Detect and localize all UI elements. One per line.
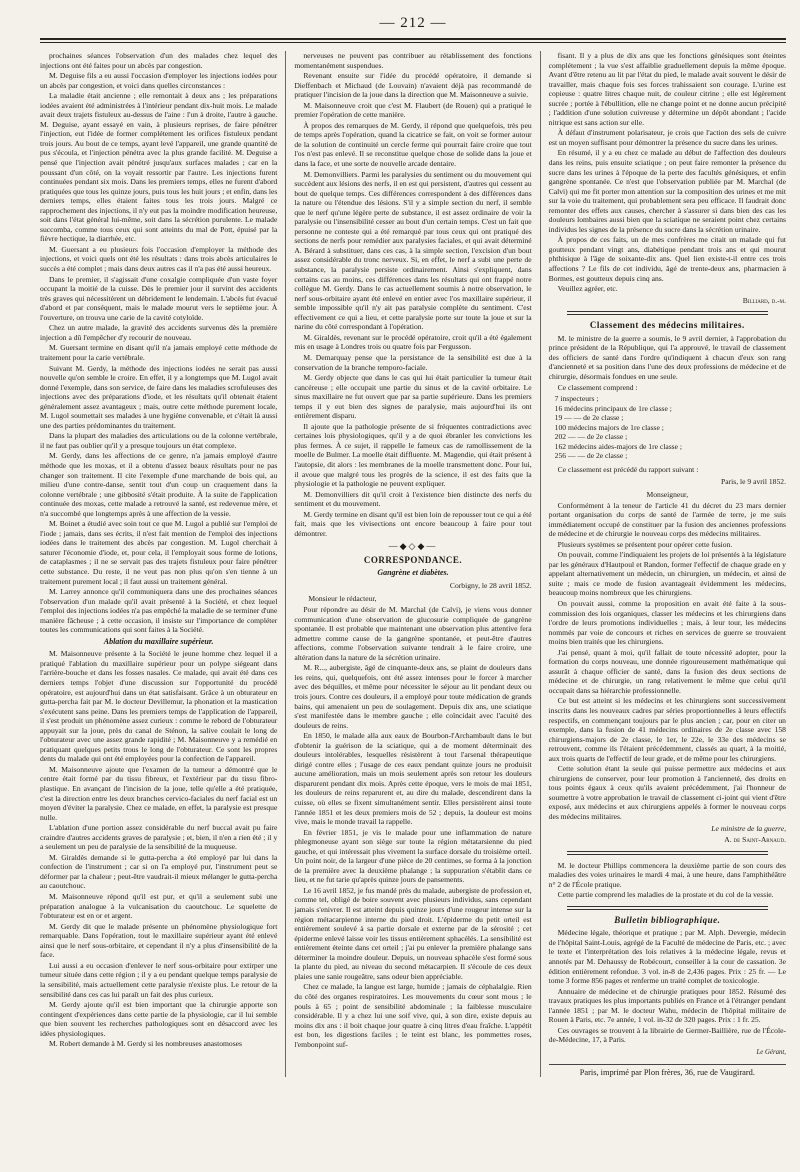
paragraph: M. Guersant termine en disant qu'il n'a jamais employé cette méthode de traitement pour la carie vertébrale. — [40, 343, 278, 362]
col1-paragraphs — [40, 51, 277, 635]
section-title-maxillaire: Ablation du maxillaire supérieur. — [103, 636, 214, 646]
paragraph: Médecine légale, théorique et pratique ; par M. Alph. Devergie, médecin de l'hôpital Saint-Louis, agrégé de la Faculté de médecine de Paris, etc. ; avec le texte et l'interprétation des lois relatives à la médecine légale, revus et annotés par M. Dehaussy de Robécourt, conseiller à la cour de cassation. 3e édition entièrement refondue. 3 vol. in-8 de 2,436 pages. Prix : 25 fr. — Le tome 3 forme 856 pages et renferme un traité complet de toxicologie. — [548, 928, 786, 986]
column-1 — [40, 51, 277, 1077]
paragraph: M. Giraldès, revenant sur le procédé opératoire, croit qu'il a été également mis en usage à Londres trois ou quatre fois par Fergusson. — [294, 332, 532, 352]
paragraph: Veuillez agréer, etc. — [557, 284, 618, 294]
paragraph: Le 16 avril 1852, je fus mandé près du malade, aubergiste de profession et, comme tel, obligé de boire souvent avec plusieurs individus, sans cependant jamais s'enivrer. Il est atteint depuis quinze jours d'une rougeur intense sur la région métacarpienne interne du pied droit. L'épiderme du petit orteil est entièrement soulevé à sa partie dorsale et externe par de la sérosité ; cet épiderme enlevé laisse voir les tissus entièrement sphacélés. La sensibilité est entièrement éteinte dans cet orteil ; j'ai pu enlever la première phalange sans déterminer la moindre douleur. Depuis, un nouveau sphacèle s'est formé sous la plante du pied, au niveau du second métacarpien. Il s'écoule de ces deux plaies une sanie rougeâtre, sans odeur bien appréciable. — [294, 885, 532, 981]
paragraph: À défaut d'instrument polarisateur, je crois que l'action des sels de cuivre est un moyen suffisant pour démontrer la présence du sucre dans les urines. — [548, 128, 786, 147]
paragraph: M. Gerdy, dans les affections de ce genre, n'a jamais employé d'autre méthode que les moxas, et il a obtenu d'assez beaux résultats pour ne pas changer son traitement. Il cite l'exemple d'une marchande de bois qui, au milieu d'une contre-danse, sentit tout d'un coup un craquement dans la colonne vertébrale ; une gibbosité s'était produite. À la suite de l'application continuée des moxas, cette malade a retrouvé la santé, est redevenue mère, et n'a succombé que longtemps après à une affection de la vessie. — [40, 451, 278, 518]
paragraph: M. Gerdy objecte que dans le cas qui lui était particulier la tumeur était cancéreuse ; elle occupait une partie du sinus et de la cavité orbitaire. Le sinus maxillaire ne fut ouvert que par sa partie supérieure. Dans les premiers temps il y eut bien des signes de paralysie, mais aujourd'hui ils ont entièrement disparu. — [294, 373, 532, 421]
list-item: 16 médecins principaux de 1re classe ; — [554, 403, 672, 413]
paragraph: Pour répondre au désir de M. Marchal (de Calvi), je viens vous donner communication d'une observation de glucosurie compliquée de gangrène spontanée. Il est probable que maintenant une observation plus attentive fera admettre comme cause de la gangrène spontanée, et peut-être d'autres affections, comme l'observation suivante tendrait à le faire croire, une altération dans la nature de la sécrétion urinaire. — [294, 605, 532, 662]
paragraph: En février 1851, je vis le malade pour une inflammation de nature phlegmoneuse ayant son siège sur toute la région métatarsienne du pied gauche, et qui intéressait plus vivement la surface dorsale du troisième orteil. Un point noir, de la largeur d'une pièce de 20 centimes, se forma à la jonction de la première avec la deuxième phalange ; la suppuration s'établit dans ce lieu, et ne fut tarie qu'après quinze jours de pansements. — [294, 827, 532, 885]
col2-paragraphs — [294, 51, 531, 538]
list-item: 100 médecins majors de 1re classe ; — [554, 422, 664, 432]
column-2 — [285, 51, 531, 1077]
col1-paragraphs2 — [40, 649, 277, 1048]
section-title-correspondance: CORRESPONDANCE. — [363, 554, 463, 565]
paragraph: Chez ce malade, la langue est large, humide ; jamais de céphalalgie. Rien du côté des organes respiratoires. Les mouvements du cœur sont mous ; le pouls à 65 ; point de sensibilité abdominale ; la faiblesse musculaire considérable. Il y a chez lui une soif vive, qui, à son dire, existe depuis au moins dix ans : il boit chaque jour quatre à cinq litres d'eau fraîche. L'appétit est bon, les digestions faciles ; le teint est blanc, les pommettes roses, l'embonpoint suf- — [294, 982, 532, 1049]
col3-paragraphs2 — [549, 334, 786, 392]
paragraph: Dans le premier, il s'agissait d'une coxalgie compliquée d'un vaste foyer occupant la moitié de la cuisse. Dès le premier jour il survint des accidents très graves qui nécessitèrent un débridement le lendemain. L'abcès fut évacué d'abord et par conséquent, mais le malade mourut vers le septième jour. À l'ouverture, on trouva une carie de la cavité cotyloïde. — [40, 274, 278, 322]
paragraph: M. Deguise fils a eu aussi l'occasion d'employer les injections iodées pour un abcès par congestion, et voici dans quelles circonstances : — [40, 71, 278, 90]
paragraph: On pouvait, comme l'indiquaient les projets de loi présentés à la législature par les généraux d'Hautpoul et Randon, former l'effectif de chaque grade en y appelant alternativement un médecin, un chirurgien, un médecin, et ainsi de suite ; mais ce mode de fusion avantageait évidemment les médecins, beaucoup moins nombreux que les chirurgiens. — [548, 550, 786, 598]
paragraph: M. Demonvilliers dit qu'il croit à l'existence bien distincte des nerfs du sentiment et du mouvement. — [294, 489, 532, 509]
paragraph: La maladie était ancienne ; elle remontait à deux ans ; les préparations iodées avaient été administrées à l'intérieur pendant dix-huit mois. Le malade avait deux trajets fistuleux au-dessus de l'aine : l'un à droite, l'autre à gauche. M. Deguise, ayant essayé en vain, à plusieurs reprises, de faire pénétrer l'injection, eut l'idée de former complétement les orifices fistuleux pendant trois jours. Au bout de ce temps, ayant levé l'appareil, une grande quantité de pus s'écoula, et l'injection pénétra avec la plus grande facilité. M. Deguise a pensé que l'injection avait pénétré jusqu'aux surfaces malades ; car en la poussant d'un côté, on la voyait ressortir par l'autre. Les injections furent continuées pendant six mois. Dans les premiers temps, elles ne furent d'abord pratiquées que tous les quinze jours, puis tous les huit jours ; et enfin, dans les derniers temps, elles étaient faites tous les trois jours. Malgré ce rapprochement des injections, il n'y eut pas la moindre modification heureuse, soit dans l'état général lui-même, soit dans la sécrétion purulente. Le malade succomba, comme tous ceux qui sont atteints du mal de Pott, épuisé par la fièvre hectique, la diarrhée, etc. — [40, 91, 278, 244]
list-item: 162 médecins aides-majors de 1re classe ; — [554, 441, 683, 451]
columns — [40, 51, 786, 1077]
paragraph: Dans la plupart des maladies des articulations ou de la colonne vertébrale, il ne faut pas oublier qu'il y a presque toujours un état complexe. — [40, 431, 278, 450]
paragraph: M. Maisonneuve présente à la Société le jeune homme chez lequel il a pratiqué l'ablation du maxillaire supérieur pour un polype siégeant dans l'arrière-bouche et dans les fosses nasales. Ce malade, qui avait été dans ces derniers temps l'objet d'une discussion sur l'opportunité du procédé opératoire, est aujourd'hui dans un état satisfaisant. Grâce à un obturateur en gutta-percha fait par M. le docteur Devillemur, la phonation et la mastication s'exécutent sans peine. Dans les premiers temps de l'application de l'appareil, il s'est produit un phénomène assez curieux : comme le rebord de l'obturateur appuyait sur la joue, près du canal de Sténon, la salive coulait le long de l'obturateur avec une assez grande rapidité ; M. Maisonneuve y a remédié en pratiquant quelques petits trous le long de l'obturateur. Ce sont les propres dents du malade qui ont été employées pour la confection de l'appareil. — [40, 649, 278, 764]
col3-paragraphs3 — [549, 501, 786, 822]
paragraph: Ces ouvrages se trouvent à la librairie de Germer-Baillière, rue de l'École-de-Médecine, 17, à Paris. — [548, 1025, 786, 1045]
paragraph: M. Robert demande à M. Gerdy si les nombreuses anastomoses — [49, 1039, 242, 1049]
section-title-classement: Classement des médecins militaires. — [589, 320, 745, 331]
paragraph: Ce classement comprend : — [557, 382, 638, 392]
paragraph: M. Maisonneuve croit que c'est M. Flaubert (de Rouen) qui a pratiqué le premier l'opération de cette manière. — [294, 100, 532, 120]
paragraph: nerveuses ne peuvent pas contribuer au rétablissement des fonctions momentanément suspendues. — [294, 51, 532, 70]
paragraph: M. Boinet a étudié avec soin tout ce que M. Lugol a publié sur l'emploi de l'iode ; jamais, dans ses écrits, il n'est fait mention de l'emploi des injections iodées dans le traitement des abcès par congestion. M. Lugol cherchait à saturer l'économie d'iode, et, pour cela, il l'employait sous forme de lotions, de cataplasmes ; il ne se servait pas des trajets fistuleux pour faire pénétrer cette substance. Du reste, il ne veut pas non plus qu'on s'en tienne à un traitement purement local ; il faut aussi un traitement général. — [40, 519, 278, 586]
paragraph: M. Demarquay pense que la persistance de la sensibilité est due à la conservation de la branche temporo-faciale. — [294, 352, 532, 372]
letter-signature — [549, 296, 786, 306]
paragraph: J'ai pensé, quant à moi, qu'il fallait de toute nécessité adopter, pour la formation du corps nouveau, une donnée rigoureusement mathématique qui assurât à chaque officier de santé, dans la fusion des deux sections de médecine et de chirurgie, un rang relativement le même que celui qu'il occupait dans sa hiérarchie professionnelle. — [548, 647, 786, 695]
paragraph: Lui aussi a eu occasion d'enlever le nerf sous-orbitaire pour extirper une tumeur située dans cette région ; il y a eu pendant quelque temps paralysie de la sensibilité, mais actuellement cette paralysie n'existe plus. Le retour de la sensibilité dans ces cas lui paraît un fait des plus curieux. — [40, 960, 278, 999]
paragraph: M. le ministre de la guerre a soumis, le 9 avril dernier, à l'approbation du prince président de la République, qui l'a approuvé, le travail de classement des officiers de santé dans l'ordre qu'indiquent à chacun d'eux son rang d'ancienneté et sa position dans l'une des deux professions de médecine et de chirurgie, désormais fondues en une seule. — [548, 333, 786, 381]
paragraph: M. Giraldès demande si le gutta-percha a été employé par lui dans la confection de l'instrument ; car si on l'a employé pur, l'instrument peut se déformer par la chaleur ; peut-être vaudrait-il mieux mélanger le gutta-percha au caoutchouc. — [40, 852, 278, 891]
paragraph: M. Gerdy termine en disant qu'il est bien loin de repousser tout ce qui a été fait, mais que les vivisections ont encore beaucoup à faire pour tout démontrer. — [294, 509, 532, 538]
paragraph: M. R..., aubergiste, âgé de cinquante-deux ans, se plaint de douleurs dans les reins, qui, quelquefois, ont été assez intenses pour le forcer à marcher avec des béquilles, et même pour nécessiter le séjour au lit pendant deux ou trois jours. Contre ces douleurs, il a employé pour toute médication de grands bains, qui amenaient un peu de soulagement. Depuis dix ans, une sciatique s'est manifestée dans le membre gauche ; elle coïncidait avec l'acuité des douleurs de reins. — [294, 663, 532, 730]
column-3 — [540, 51, 786, 1077]
paragraph: prochaines séances l'observation d'un des malades chez lequel des injections ont été faites pour un abcès par congestion. — [40, 51, 278, 70]
minister-signature — [549, 835, 786, 845]
col2-paragraphs2 — [294, 605, 531, 1049]
section-divider-3 — [567, 906, 768, 910]
rapport-dateline: Paris, le 9 avril 1852. — [721, 477, 786, 487]
paragraph: fisant. Il y a plus de dix ans que les fonctions génésiques sont éteintes complétement ; la vue s'est affaiblie graduellement depuis la même époque. Avant d'être retenu au lit par l'état du pied, le malade avait souvent le désir de travailler, mais chaque fois ses forces trahissaient son courage. L'urine est copieuse : quatre litres chaque nuit, de couleur citrine ; elle est légèrement sucrée ; portée à l'ébullition, elle ne change point et ne donne aucun précipité ; l'addition d'une solution cuivreuse y détermine un dépôt abondant ; l'acide nitrique est sans action sur elle. — [548, 51, 786, 127]
classement-note: Ce classement est précédé du rapport suivant : — [557, 464, 699, 474]
paragraph: Conformément à la teneur de l'article 41 du décret du 23 mars dernier portant organisation du corps de santé de l'armée de terre, je me suis immédiatement occupé de constituer par la fusion des anciennes professions de médecine et de chirurgie le nouveau corps des médecins militaires. — [548, 500, 786, 539]
list-item: 202 — — de 2e classe ; — [554, 432, 628, 442]
footer-gerant: Le Gérant, — [756, 1048, 786, 1056]
col3-paragraphs — [549, 51, 786, 294]
paragraph: M. Maisonneuve ajoute que l'examen de la tumeur a démontré que le centre était formé par du tissu fibreux, et l'extérieur par du tissu fibro-plastique. En avançant de l'incision de la joue, telle qu'elle a été pratiquée, c'est la direction entre les deux branches cervico-faciales du nerf facial est un moyen d'éviter la paralysie. Chez ce malade, en effet, la paralysie est presque nulle. — [40, 764, 278, 822]
page-number: — 212 — — [379, 14, 447, 31]
col3-paragraphs4 — [549, 861, 786, 900]
paragraph: À propos des remarques de M. Gerdy, il répond que quelquefois, très peu de temps après l'opération, quand la cicatrice se fait, on voit se former autour de la solution de continuité un cercle ferme qui pourrait faire croire que tout l'os n'est pas enlevé. Il se reconstitue quelque chose de solide dans la joue et dans la face, et une sorte de nouvelle arcade dentaire. — [294, 120, 532, 169]
paragraph: Chez un autre malade, la gravité des accidents survenus dès la première injection a dû l'empêcher d'y recourir de nouveau. — [40, 323, 278, 342]
rapport-salutation: Monseigneur, — [646, 489, 689, 499]
paragraph: M. Maisonneuve répond qu'il est pur, et qu'il a seulement subi une préparation analogue à la vulcanisation du caoutchouc. Le squelette de l'obturateur est en or et argent. — [40, 892, 278, 921]
section-ornament: —◆◇◆— — [388, 541, 438, 552]
section-divider — [567, 311, 768, 315]
paragraph: M. Demonvilliers. Parmi les paralysies du sentiment ou du mouvement qui succèdent aux lésions des nerfs, il en est qui persistent, d'autres qui cessent au bout de quelque temps. Ces différences correspondent à des différences dans la nature ou l'étendue des lésions. S'il y a simple section du nerf, il semble que le nerf qu'une légère perte de substance, il est assez ordinaire de voir la paralysie ou l'insensibilité cesser au bout d'un certain temps. C'est un fait que personne ne conteste qui a été remarqué par tous ceux qui ont pratiqué des sections de nerfs pour remédier aux paralysies faciales, et qui avait déterminé A. Bérard à substituer, dans ces cas, à la simple section, l'excision d'un bout assez considérable du tronc nerveux. Si, en effet, le nerf a subi une perte de substance, la paralysie persiste ordinairement. Ainsi s'expliquent, dans certains cas au moins, ces différences dans les résultats qui ont frappé notre collègue M. Gerdy. Dans le cas actuellement soumis à notre observation, le nerf sous-orbitaire ayant été enlevé en entier avec l'os maxillaire supérieur, il semble impossible qu'il n'y ait pas paralysie complète du sentiment. C'est effectivement ce qui a lieu, et cette paralysie porte sur toute la joue et sur la narine du côté correspondant à l'opération. — [294, 169, 532, 332]
paragraph: M. Guersant a eu plusieurs fois l'occasion d'employer la méthode des injections, et voici quels ont été les résultats : dans trois abcès articulaires le succès a été complet ; mais dans deux autres cas il n'a pas été aussi heureux. — [40, 244, 278, 274]
paragraph: On pouvait aussi, comme la proposition en avait été faite à la sous-commission des lois organiques, classer les médecins et les chirurgiens dans l'ordre de leurs promotions individuelles ; mais, à leur tour, les médecins nommés par voie de concours et riches en services de guerre se trouvaient moins bien traités que les chirurgiens. — [548, 598, 786, 647]
list-item: 256 — — de 2e classe ; — [554, 451, 628, 461]
paragraph: Plusieurs systèmes se présentent pour opérer cette fusion. — [557, 539, 733, 549]
paragraph: Revenant ensuite sur l'idée du procédé opératoire, il demande si Dieffenbach et Michaud (de Louvain) n'avaient déjà pas recommandé de pratiquer l'incision de la joue dans la direction que M. Maisonneuve a suivie. — [294, 71, 532, 100]
paragraph: À propos de ces faits, un de mes confrères me citait un malade qui fut goutteux pendant vingt ans, diabétique pendant trois ans et qui mourut phthisique à l'âge de soixante-dix ans. Quel lien existe-t-il entre ces trois affections ? Le fils de cet individu, âgé de trente-deux ans, pharmacien à Bormes, est goutteux depuis cinq ans. — [548, 235, 786, 283]
paragraph: Ce but est atteint si les médecins et les chirurgiens sont successivement inscrits dans les nouveaux cadres par séries proportionnelles à leurs effectifs respectifs, en commençant toujours par le plus ancien ; car, pour en citer un exemple, dans la fusion de 41 médecins ordinaires de 2e classe avec 158 chirurgiens-majors de 2e classe, le 1er, le 22e, le 33e des médecins se retrouvent, comme ils l'étaient précédemment, classés au quart, à la moitié, aux trois quarts de l'effectif de leur grade, et de même pour les chirurgiens. — [548, 696, 786, 763]
list-item: 7 inspecteurs ; — [554, 394, 599, 404]
footer-printer: Paris, imprimé par Plon frères, 36, rue de Vaugirard. — [549, 1064, 786, 1078]
paragraph: Suivant M. Gerdy, la méthode des injections iodées ne serait pas aussi nouvelle qu'on semble le croire. En effet, il y a longtemps que M. Lugol avait donné l'exemple, dans son service, de faire dans les maladies scrofuleuses des injections avec des préparations d'iode, et les résultats qu'il obtenait étaient généralement assez avantageux ; mais, outre cette méthode purement locale, M. Lugol soumettait ses malades à une hygiène convenable, et c'était là aussi une des parties prédominantes du traitement. — [40, 363, 278, 430]
section-divider-2 — [567, 851, 768, 855]
page-header — [40, 10, 786, 36]
minister-title: Le ministre de la guerre, — [711, 823, 786, 833]
paragraph: M. Gerdy dit que le malade présente un phénomène physiologique fort remarquable. Dans l'opération, tout le maxillaire supérieur ayant été enlevé ainsi que le nerf sous-orbitaire, et cependant il n'y a plus d'insensibilité de la face. — [40, 921, 278, 960]
signature-name: Billiard, d.-m. — [742, 295, 786, 305]
paragraph: Cette partie comprend les maladies de la prostate et du col de la vessie. — [557, 890, 774, 900]
paragraph: Cette solution étant la seule qui puisse permettre aux médecins et aux chirurgiens de conserver, pour leur promotion à l'ancienneté, des droits en tous points égaux à ceux qu'ils avaient précédemment, j'ai l'honneur de soumettre à votre approbation le travail de classement ci-joint qui vient d'être exposé, aux médecins et aux chirurgiens appelés à former le nouveau corps des médecins militaires. — [548, 764, 786, 822]
paragraph: M. Gerdy ajoute qu'il est bien important que la chirurgie apporte son contingent d'expériences dans cette partie de la physiologie, car il lui semble que bien souvent les recherches pathologiques sont en désaccord avec les idées physiologiques. — [40, 1000, 278, 1038]
letter-salutation: Monsieur le rédacteur, — [308, 593, 377, 603]
paragraph: En résumé, il y a eu chez ce malade au début de l'affection des douleurs dans les reins, puis ensuite sciatique ; on peut faire remonter la présence du sucre dans les urines à l'époque de la perte des facultés génésiques, et enfin gangrène spontanée. Ce n'est que l'observation publiée par M. Marchal (de Calvi) qui me fit porter mon attention sur la composition des urines et me mit sur la voie du traitement, qui probablement sera peu efficace. Il faudrait donc remonter des effets aux causes, chercher à s'assurer si dans bien des cas les douleurs lombaires aussi bien que la sciatique ne seraient point chez certains individus les signes de la présence du sucre dans la sécrétion urinaire. — [548, 148, 786, 234]
paragraph: Il ajoute que la pathologie présente de si fréquentes contradictions avec certaines lois physiologiques, qu'il y a de quoi ébranler les convictions les plus fermes. À ce sujet, il rappelle le fameux cas de ramollissement de la moelle de Bulmer. La moelle était diffluente. M. Magendie, qui était présent à l'autopsie, dit alors : les membranes de la moelle transmettent donc. Pour lui, il avoue que malgré tous les progrès de la science, il est des faits que la physiologie et la pathologie ne peuvent expliquer. — [294, 421, 532, 489]
paragraph: M. le docteur Phillips commencera la deuxième partie de son cours des maladies des voies urinaires le mardi 4 mai, à une heure, dans l'amphithéâtre n° 2 de l'École pratique. — [548, 860, 786, 889]
section-title-bibliographique: Bulletin bibliographique. — [614, 914, 721, 925]
header-rule — [40, 38, 786, 43]
minister-name: A. de Saint-Arnaud. — [724, 835, 786, 845]
paragraph: M. Larrey annonce qu'il communiquera dans une des prochaines séances l'observation d'un malade qu'il avait présenté à la Société, et chez lequel l'emploi des injections iodées n'a pas empêché la maladie de se terminer d'une manière fâcheuse ; à cette occasion, il insiste sur l'importance de compléter toutes les communications qui sont faites à la Société. — [40, 587, 278, 635]
letter-dateline: Corbigny, le 28 avril 1852. — [449, 580, 532, 590]
classement-list — [555, 394, 786, 461]
paragraph: En 1850, le malade alla aux eaux de Bourbon-l'Archambault dans le but d'obtenir la guérison de la sciatique, qui a de moment déterminait des douleurs intolérables, lesquelles résistèrent à tout l'arsenal thérapeutique dirigé contre elles ; l'usage de ces eaux pendant quinze jours ne produisit aucune amélioration, mais un mois seulement après son retour les douleurs disparurent pendant dix mois. Après cette époque, vers le mois de mai 1851, les douleurs de reins reparurent et, au dire du malade, descendirent dans la cuisse, où elles se fixent simultanément sentir. Elles persistèrent ainsi toute l'année 1851 et les deux premiers mois de 52 ; depuis, la douleur est moins vive, mais le monde travail la rappelle. — [294, 731, 532, 827]
paragraph: L'ablation d'une portion assez considérable du nerf buccal avait pu faire craindre d'autres accidents graves de paralysie ; et, bien, il n'en a rien été ; il y a seulement un peu de paralysie de la sensibilité de la muqueuse. — [40, 823, 278, 852]
col3-biblio — [549, 928, 786, 1045]
section-subtitle-gangrene: Gangrène et diabètes. — [377, 568, 449, 578]
list-item: 19 — — de 2e classe ; — [554, 413, 624, 423]
paragraph: Annuaire de médecine et de chirurgie pratiques pour 1852. Résumé des travaux pratiques les plus importants publiés en France et à l'étranger pendant l'année 1851 ; par M. le docteur Wahu, médecin de l'hôpital militaire de Rouen à Paris, etc. 7e année, 1 vol. in-32 de 320 pages. Prix : 1 fr. 25. — [548, 986, 786, 1025]
